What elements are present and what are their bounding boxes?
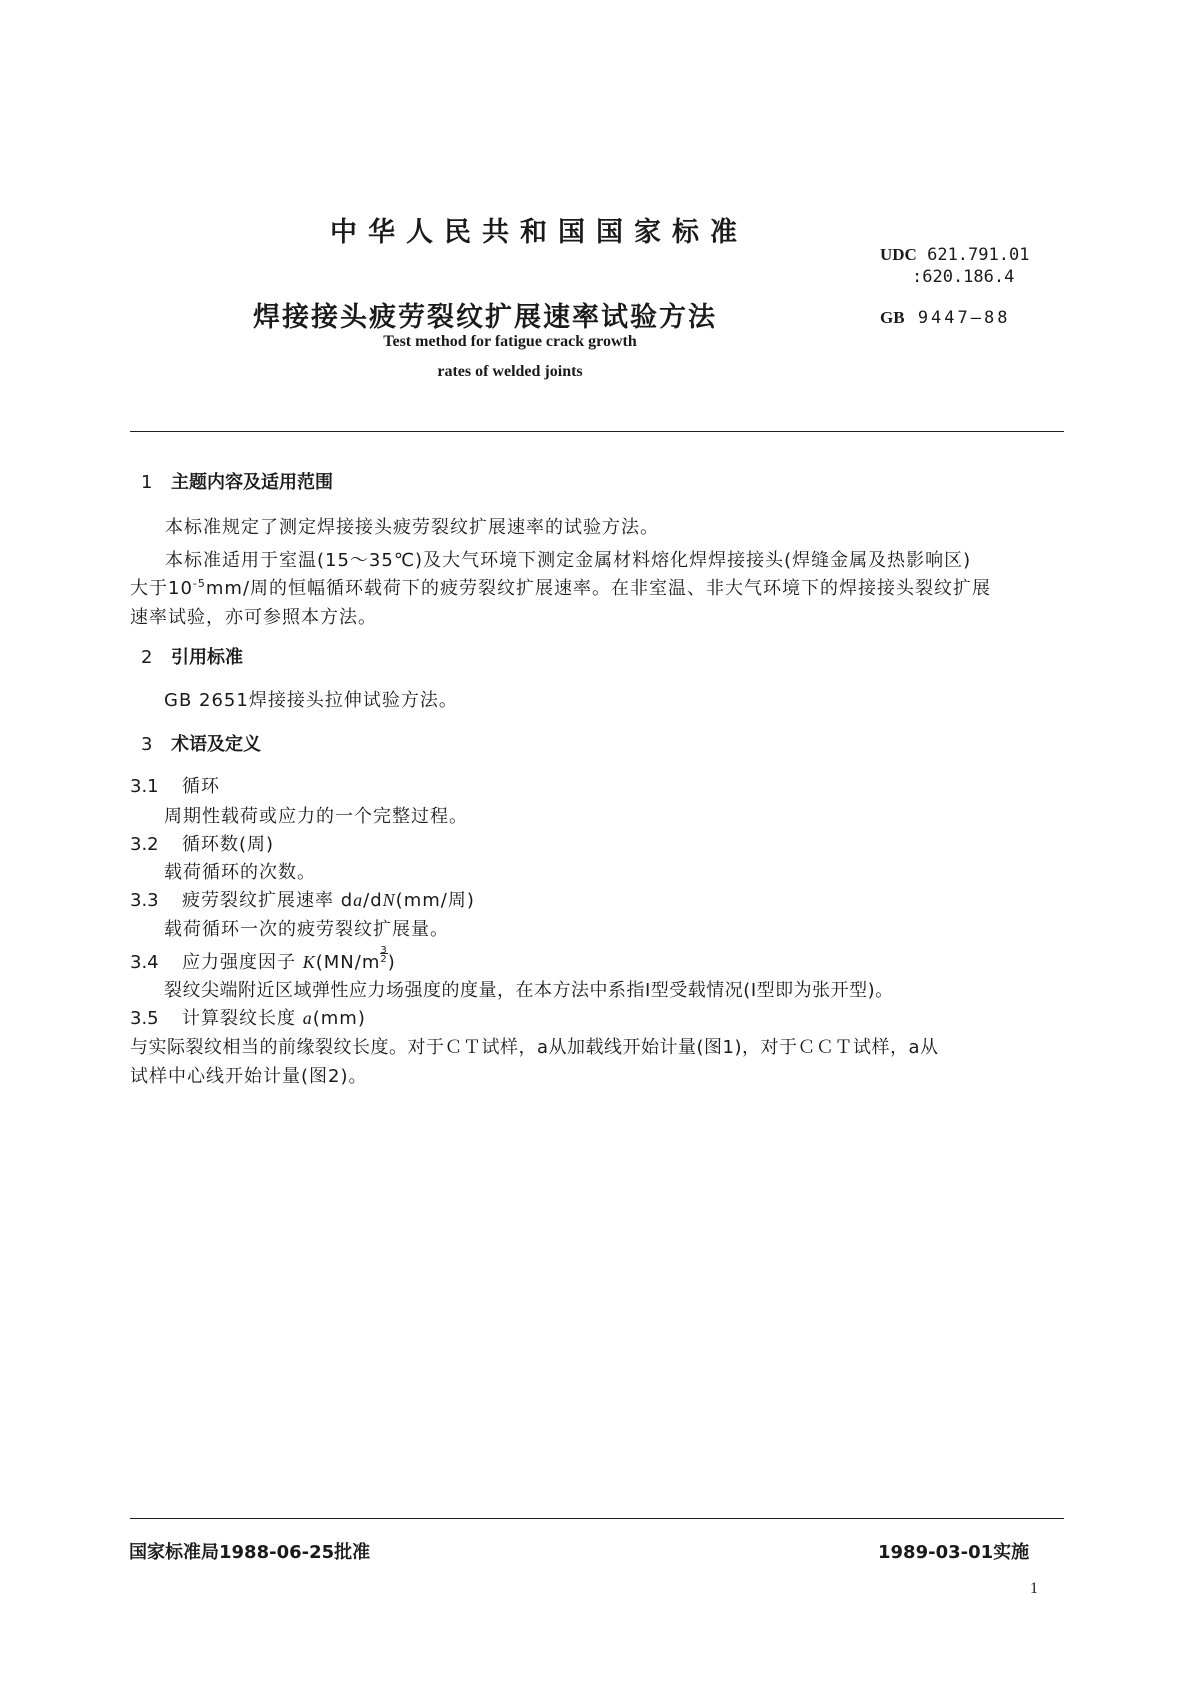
document-title-en-line2: rates of welded joints (437, 363, 583, 380)
issuing-authority-title: 中华人民共和国国家标准 (330, 217, 748, 248)
term-3-3-var-a: a (353, 890, 364, 910)
gb-label: GB (880, 308, 905, 327)
section-2-number: 2 (141, 647, 153, 668)
term-3-5-definition-line-2: 试样中心线开始计量(图2)。 (130, 1066, 368, 1087)
footer-divider (130, 1518, 1064, 1519)
term-3-4-exponent-denominator: 2 (380, 954, 388, 965)
term-3-1 (130, 772, 220, 798)
approval-date: 国家标准局1988-06-25批准 (129, 1542, 371, 1563)
header-divider (130, 431, 1064, 432)
document-title-zh: 焊接接头疲劳裂纹扩展速率试验方法 (253, 302, 717, 333)
page-number: 1 (1030, 1580, 1038, 1597)
section-1-number: 1 (141, 472, 153, 493)
term-3-4-var-k: K (302, 952, 316, 972)
term-3-5-definition-line-1: 与实际裂纹相当的前缘裂纹长度。对于ＣＴ试样，a从加载线开始计量(图1)，对于ＣＣＴ试样，a从 (130, 1037, 939, 1058)
term-3-3-var-n: N (382, 890, 396, 910)
term-3-5-title-a: 计算裂纹长度 (182, 1008, 303, 1029)
section-3-heading (141, 730, 261, 756)
section-1-heading (141, 468, 333, 494)
udc-value-2: :620.186.4 (912, 267, 1015, 287)
section-2-heading (141, 643, 243, 669)
term-3-5-var-a: a (302, 1008, 313, 1028)
term-3-4 (130, 946, 396, 974)
term-3-5-number: 3.5 (130, 1008, 159, 1029)
scope-rate-suffix: mm/周的恒幅循环载荷下的疲劳裂纹扩展速率。在非室温、非大气环境下的焊接接头裂纹扩展 (205, 578, 992, 599)
gb-number: 9447—88 (917, 308, 1011, 328)
term-3-3-title-c: (mm/周) (395, 890, 475, 911)
section-3-title: 术语及定义 (171, 734, 261, 755)
term-3-3-definition: 载荷循环一次的疲劳裂纹扩展量。 (164, 919, 449, 940)
standard-number (880, 308, 1010, 328)
effective-date: 1989-03-01实施 (878, 1542, 1030, 1563)
section-1-paragraph-1: 本标准规定了测定焊接接头疲劳裂纹扩展速率的试验方法。 (165, 517, 659, 538)
term-3-2-definition: 载荷循环的次数。 (164, 862, 316, 883)
term-3-1-title: 循环 (182, 776, 220, 797)
term-3-3-title-b: /d (363, 890, 383, 911)
term-3-1-number: 3.1 (130, 776, 159, 797)
section-1-paragraph-2-line-3: 速率试验，亦可参照本方法。 (130, 607, 377, 628)
term-3-4-number: 3.4 (130, 952, 159, 973)
term-3-4-exponent-fraction (380, 946, 387, 964)
term-3-3-title-a: 疲劳裂纹扩展速率 d (182, 890, 354, 911)
udc-value-1: 621.791.01 (927, 245, 1030, 265)
term-3-1-definition: 周期性载荷或应力的一个完整过程。 (164, 806, 468, 827)
term-3-4-title-c: ) (387, 952, 396, 973)
scope-rate-exponent: -5 (192, 577, 206, 590)
section-3-number: 3 (141, 734, 153, 755)
section-2-paragraph-1: GB 2651焊接接头拉伸试验方法。 (164, 690, 458, 711)
section-2-title: 引用标准 (171, 647, 243, 668)
term-3-5-title-b: (mm) (312, 1008, 366, 1029)
term-3-2 (130, 830, 274, 856)
term-3-4-title-b: (MN/m (315, 952, 381, 973)
term-3-5 (130, 1004, 366, 1030)
term-3-3-number: 3.3 (130, 890, 159, 911)
section-1-title: 主题内容及适用范围 (171, 472, 333, 493)
term-3-2-title: 循环数(周) (182, 834, 275, 855)
document-title-en-line1: Test method for fatigue crack growth (383, 333, 637, 350)
term-3-4-exponent-numerator: 3 (380, 945, 388, 956)
term-3-4-title-a: 应力强度因子 (182, 952, 303, 973)
scope-rate-prefix: 大于10 (130, 578, 193, 599)
term-3-4-definition: 裂纹尖端附近区域弹性应力场强度的度量，在本方法中系指Ⅰ型受载情况(Ⅰ型即为张开型)。 (164, 980, 894, 1001)
term-3-2-number: 3.2 (130, 834, 159, 855)
term-3-3 (130, 886, 475, 912)
udc-code (880, 245, 1029, 265)
udc-label: UDC (880, 245, 917, 264)
section-1-paragraph-2-line-1: 本标准适用于室温(15～35℃)及大气环境下测定金属材料熔化焊焊接接头(焊缝金属及热影响区) (165, 550, 972, 571)
section-1-paragraph-2-line-2 (130, 574, 991, 600)
